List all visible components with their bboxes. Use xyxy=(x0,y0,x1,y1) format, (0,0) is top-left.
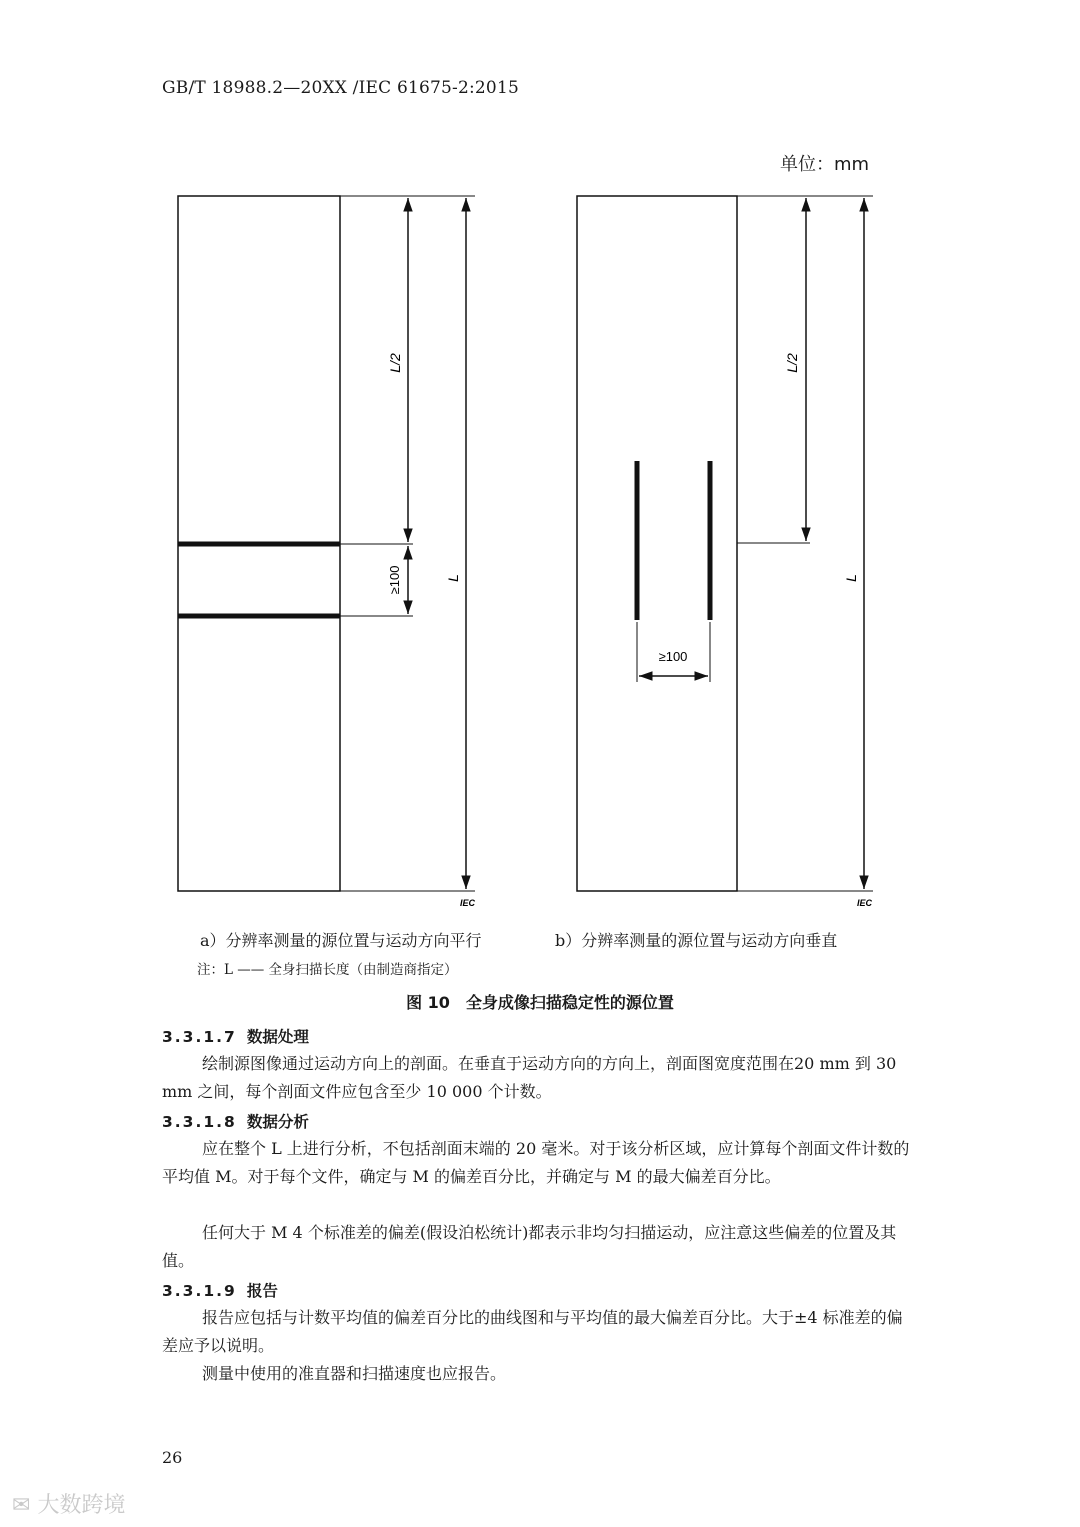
panel-a-full-label: L xyxy=(445,574,461,582)
section-heading xyxy=(162,1025,309,1047)
paragraph: 测量中使用的准直器和扫描速度也应报告。 xyxy=(202,1364,507,1383)
panel-a-half-label: L/2 xyxy=(387,353,403,373)
panel-b-gap-label: ≥100 xyxy=(658,649,688,664)
panel-a xyxy=(178,196,476,908)
paragraph: 任何大于 M 4 个标准差的偏差(假设泊松统计)都表示非均匀扫描运动，应注意这些偏差的位置及其值。 xyxy=(162,1223,897,1270)
panel-b-half-label: L/2 xyxy=(784,353,800,373)
section-title: 数据处理 xyxy=(246,1028,309,1046)
panel-b-full-label: L xyxy=(843,574,859,582)
paragraph: 绘制源图像通过运动方向上的剖面。在垂直于运动方向的方向上，剖面图宽度范围在20 mm 到 30 mm 之间，每个剖面文件应包含至少 10 000 个计数。 xyxy=(162,1054,897,1101)
panel-a-gap-label: ≥100 xyxy=(387,565,402,595)
caption-a: a）分辨率测量的源位置与运动方向平行 xyxy=(200,931,482,950)
section-number: 3.3.1.8 xyxy=(162,1113,237,1131)
caption-b: b）分辨率测量的源位置与运动方向垂直 xyxy=(555,931,838,950)
section-heading xyxy=(162,1110,309,1132)
figure-note: 注：L —— 全身扫描长度（由制造商指定） xyxy=(197,962,458,978)
section-number: 3.3.1.7 xyxy=(162,1028,237,1046)
chat-bubble-icon: ✉ xyxy=(12,1493,31,1518)
page-header: GB/T 18988.2—20XX /IEC 61675-2:2015 xyxy=(162,78,519,98)
section-title: 数据分析 xyxy=(246,1113,309,1131)
figure-title: 图 10 全身成像扫描稳定性的源位置 xyxy=(406,993,674,1012)
paragraph: 报告应包括与计数平均值的偏差百分比的曲线图和与平均值的最大偏差百分比。大于±4 标准差的偏差应予以说明。 xyxy=(162,1308,903,1355)
panel-a-iec-mark: IEC xyxy=(460,898,476,908)
section-heading xyxy=(162,1279,278,1301)
section-title: 报告 xyxy=(246,1282,278,1300)
section-number: 3.3.1.9 xyxy=(162,1282,237,1300)
panel-b xyxy=(577,196,873,908)
unit-label: 单位：mm xyxy=(780,154,870,175)
paragraph: 应在整个 L 上进行分析，不包括剖面末端的 20 毫米。对于该分析区域，应计算每个剖面文件计数的平均值 M。对于每个文件，确定与 M 的偏差百分比，并确定与 M 的最大偏差百分比。 xyxy=(162,1139,910,1186)
page-number: 26 xyxy=(162,1448,183,1467)
panel-b-iec-mark: IEC xyxy=(857,898,873,908)
watermark-logo xyxy=(12,1488,125,1519)
watermark-text: 大数跨境 xyxy=(37,1493,126,1518)
panel-b-body-outline xyxy=(577,196,737,891)
